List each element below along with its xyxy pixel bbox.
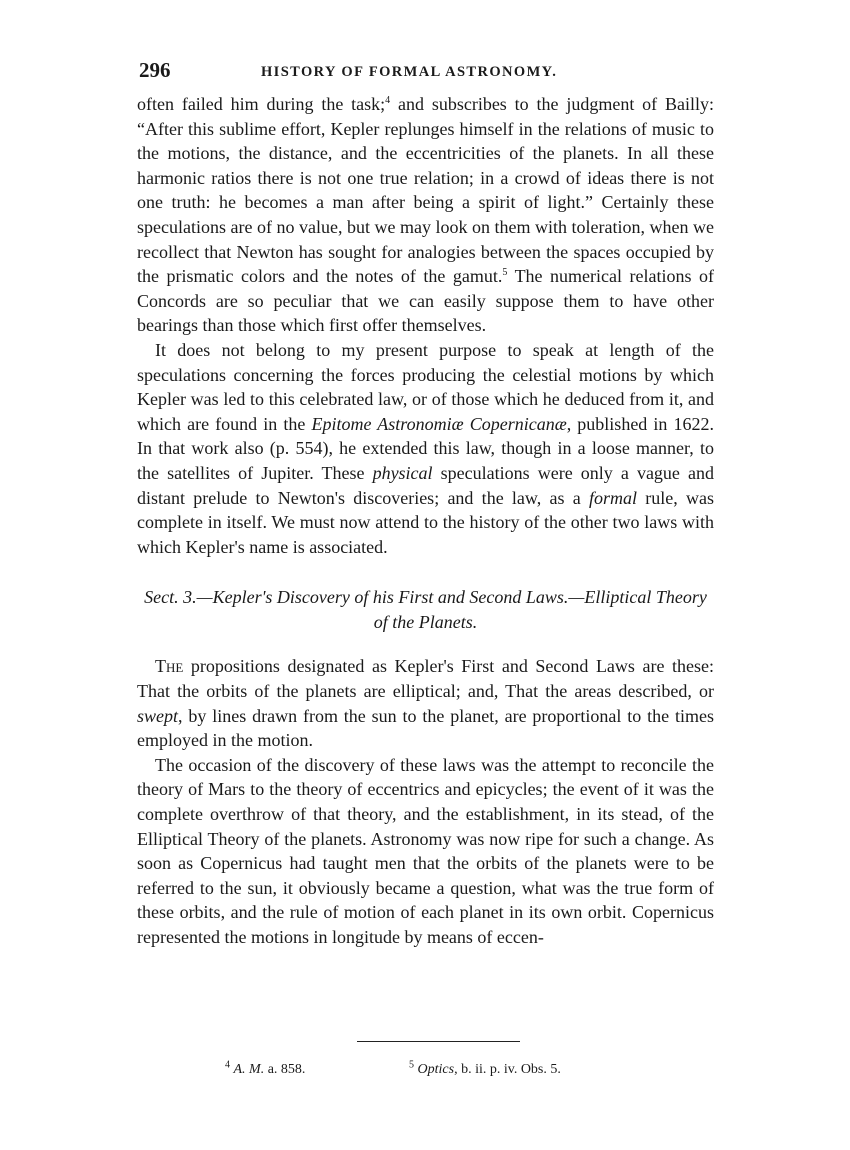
epitome-title: Epitome Astronomiæ Copernicanæ xyxy=(311,413,567,434)
paragraph-2-text-d: rule, was complete in itself. We must now attend to the history of the other two laws with which Kepler's name is associated. xyxy=(137,487,714,557)
paragraph-3-lead: The xyxy=(155,656,184,677)
swept-emphasis: swept xyxy=(137,705,179,726)
footnote-ref-4: 4 xyxy=(385,95,391,106)
footnote-5-text: , b. ii. p. iv. Obs. 5. xyxy=(454,1062,561,1077)
footnote-5-mark: 5 xyxy=(409,1059,414,1071)
paragraph-1-text-b: and subscribes to the judgment of Bailly: “After this sublime effort, Kepler replunges himself in the relations of music to the motions, the distance, and the eccentricities of the planets. In all these harmonic ratios there is not one true relation; in a crowd of ideas there is not one truth: he becomes a man after being a spirit of light.” Certainly these speculations are of no value, but we may look on them with toleration, when we recollect that Newton has sought for analogies between the spaces occupied by the prismatic colors and the notes of the gamut. xyxy=(137,94,714,287)
physical-emphasis: physical xyxy=(372,462,433,483)
paragraph-1 xyxy=(137,92,714,338)
footnote-4 xyxy=(225,1059,306,1078)
section-title: —Kepler's Discovery of his First and Second Laws.—Elliptical Theory of the Planets. xyxy=(196,587,707,632)
paragraph-3-text-a: propositions designated as Kepler's First and Second Laws are these: That the orbits of the planets are elliptical; and, That the areas described, or xyxy=(137,656,714,702)
footnote-divider xyxy=(357,1041,520,1042)
paragraph-4: The occasion of the discovery of these laws was the attempt to reconcile the theory of Mars to the theory of eccentrics and epicycles; the event of it was the complete overthrow of that theory, and the establishment, in its stead, of the Elliptical Theory of the planets. Astronomy was now ripe for such a change. As soon as Copernicus had taught men that the orbits of the planets were to be referred to the sun, it obviously became a question, what was the true form of these orbits, and the rule of motion of each planet in its own orbit. Copernicus represented the motions in longitude by means of eccen- xyxy=(137,754,714,947)
footnote-4-mark: 4 xyxy=(225,1059,230,1071)
paragraph-1-text-c: The numerical relations of Concords are so peculiar that we can easily suppose them to have other bearings than those which first offer themselves. xyxy=(137,266,714,336)
page-number: 296 xyxy=(139,58,171,82)
section-heading xyxy=(137,585,714,634)
section-label: Sect. 3. xyxy=(144,587,197,608)
footnote-4-source: A. M. xyxy=(233,1062,265,1077)
paragraph-3-text-b: , by lines drawn from the sun to the planet, are proportional to the times employed in the motion. xyxy=(137,705,714,751)
formal-emphasis: formal xyxy=(589,487,638,508)
footnote-5-source: Optics xyxy=(417,1062,455,1077)
running-title: HISTORY OF FORMAL ASTRONOMY. xyxy=(261,64,558,80)
paragraph-2-text-b: , published in 1622. In that work also (p. 554), he extended this law, though in a loose manner, to the satellites of Jupiter. These xyxy=(137,413,715,483)
book-page xyxy=(137,52,715,1077)
page-header xyxy=(137,52,714,92)
paragraph-2-text-a: It does not belong to my present purpose to speak at length of the speculations concerning the forces producing the celestial motions by which Kepler was led to this celebrated law, or of those which he deduced from it, and which are found in the xyxy=(137,339,714,434)
paragraph-2-text-c: speculations were only a vague and distant prelude to Newton's discoveries; and the law, as a xyxy=(137,462,714,508)
paragraph-3 xyxy=(137,654,714,752)
footnote-4-text: a. 858. xyxy=(264,1062,306,1077)
footnote-ref-5: 5 xyxy=(502,267,508,279)
footnote-5 xyxy=(409,1059,561,1078)
paragraph-1-text-a: often failed him during the task; xyxy=(137,94,386,114)
paragraph-2 xyxy=(137,338,714,559)
